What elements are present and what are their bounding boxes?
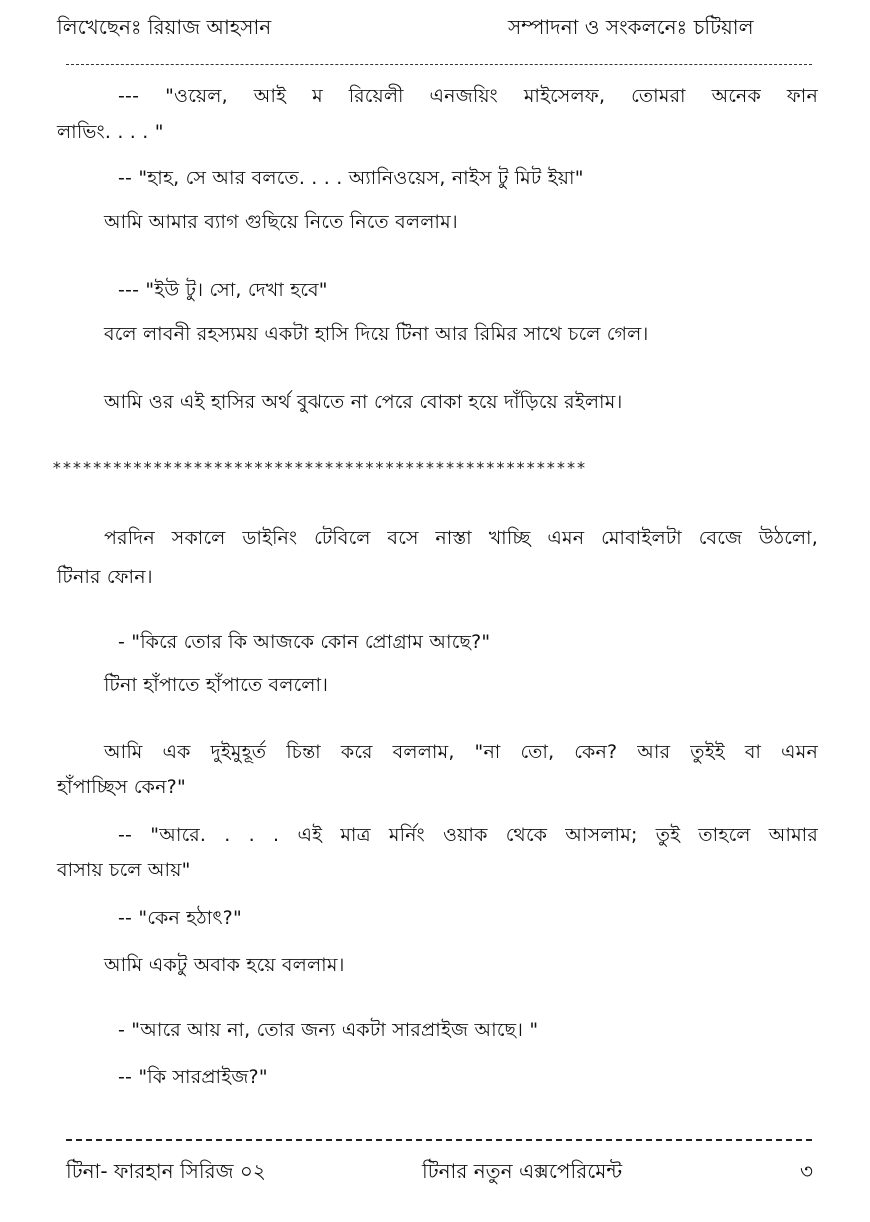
body-line: -- "হাহ, সে আর বলতে. . . . অ্যানিওয়েস, নাইস টু মিট ইয়া" [118,167,584,189]
body-line: হাঁপাচ্ছিস কেন?" [57,776,186,798]
body-line: পরদিন সকালে ডাইনিং টেবিলে বসে নাস্তা খাচ্ছি এমন মোবাইলটা বেজে উঠলো, [104,527,818,549]
body-line: টিনা হাঁপাতে হাঁপাতে বললো। [104,674,329,696]
body-line: - "আরে আয় না, তোর জন্য একটা সারপ্রাইজ আছে। " [118,1019,539,1041]
header-editor: সম্পাদনা ও সংকলনেঃ চটিয়াল [508,15,754,39]
body-line: বাসায় চলে আয়" [57,859,191,881]
body-line: - "কিরে তোর কি আজকে কোন প্রোগ্রাম আছে?" [118,631,491,653]
header-separator [66,64,812,65]
body-line: আমি এক দুইমুহূর্ত চিন্তা করে বললাম, "না তো, কেন? আর তুইই বা এমন [104,741,818,763]
body-line: -- "কি সারপ্রাইজ?" [118,1066,268,1088]
body-line: লাভিং. . . . " [57,121,164,143]
body-line: আমি একটু অবাক হয়ে বললাম। [104,954,345,976]
footer-separator [66,1139,812,1141]
page-number: ৩ [800,1159,814,1183]
body-line: আমি ওর এই হাসির অর্থ বুঝতে না পেরে বোকা হয়ে দাঁড়িয়ে রইলাম। [104,391,623,413]
footer-series: টিনা- ফারহান সিরিজ ০২ [66,1159,266,1183]
section-break-asterisks: ***************************************************** [52,459,587,477]
header-author: লিখেছেনঃ রিয়াজ আহসান [57,15,272,39]
body-line: -- "আরে. . . . এই মাত্র মর্নিং ওয়াক থেকে আসলাম; তুই তাহলে আমার [118,824,818,846]
body-line: টিনার ফোন। [57,566,153,588]
body-line: --- "ওয়েল, আই ম রিয়েলী এনজয়িং মাইসেলফ, তোমরা অনেক ফান [118,85,818,107]
body-line: -- "কেন হঠাৎ?" [118,907,242,929]
footer-story-title: টিনার নতুন এক্সপেরিমেন্ট [422,1159,623,1183]
body-line: আমি আমার ব্যাগ গুছিয়ে নিতে নিতে বললাম। [104,211,458,233]
body-line: --- "ইউ টু। সো, দেখা হবে" [118,279,328,301]
body-line: বলে লাবনী রহস্যময় একটা হাসি দিয়ে টিনা আর রিমির সাথে চলে গেল। [104,323,649,345]
